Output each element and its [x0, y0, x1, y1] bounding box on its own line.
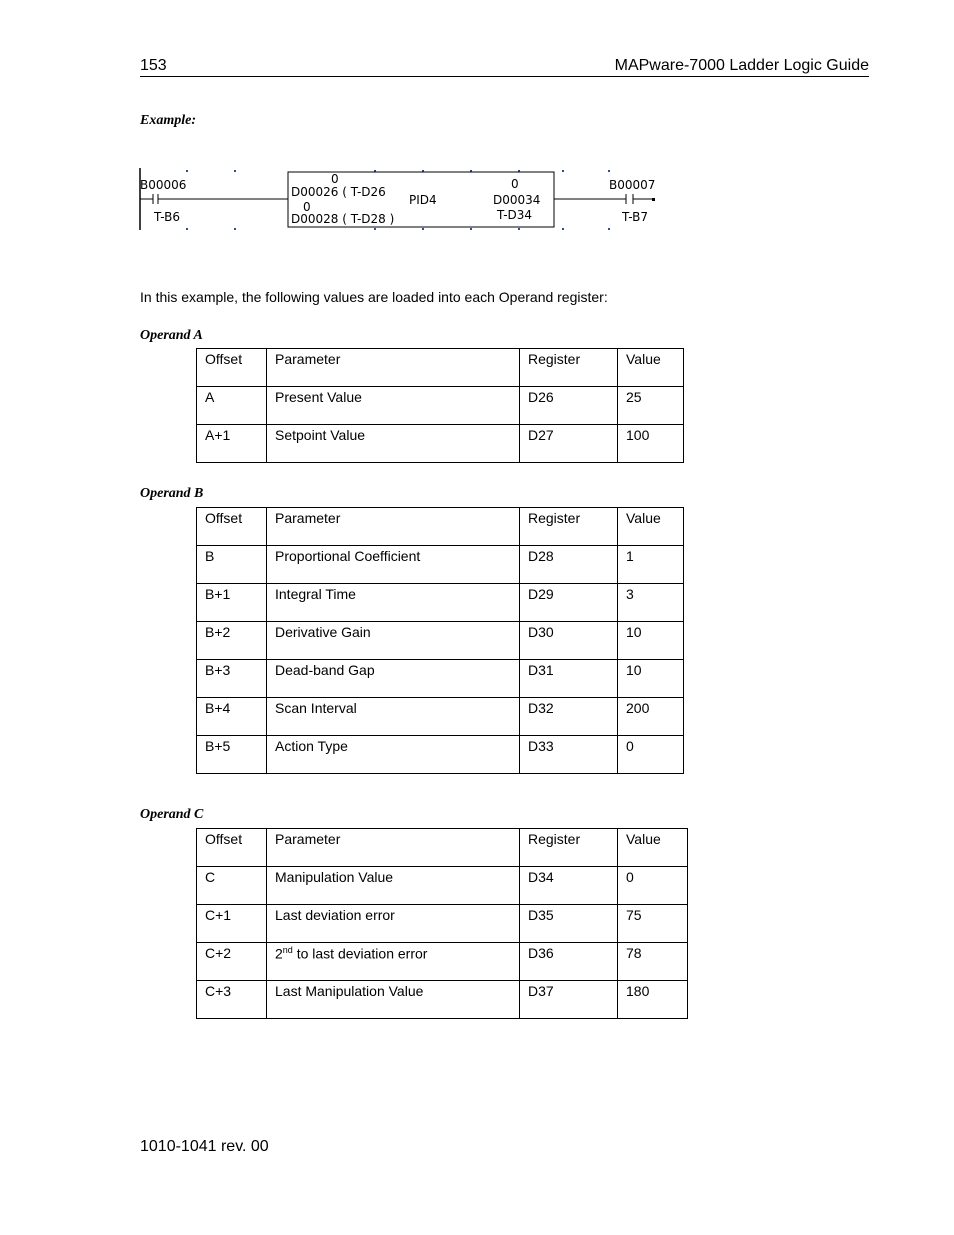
offset-cell: C+3 — [197, 981, 267, 1019]
operand-c-table — [196, 828, 688, 1019]
intro-text: In this example, the following values are loaded into each Operand register: — [140, 289, 608, 305]
value-cell: 10 — [618, 622, 684, 660]
table-row — [197, 943, 688, 981]
value-cell: 3 — [618, 584, 684, 622]
offset-cell: C+1 — [197, 905, 267, 943]
parameter-cell: Last Manipulation Value — [267, 981, 520, 1019]
parameter-cell: Derivative Gain — [267, 622, 520, 660]
output-coil-address: B00007 — [609, 178, 656, 192]
operand-c-value: 0 — [511, 177, 519, 191]
ordinal-suffix: nd — [282, 945, 293, 955]
value-cell: 100 — [618, 425, 684, 463]
output-coil-tag: T-B7 — [622, 210, 648, 224]
parameter-text: to last deviation error — [292, 945, 428, 962]
header-cell: Value — [618, 829, 688, 867]
register-cell: D31 — [520, 660, 618, 698]
header-cell: Value — [618, 349, 684, 387]
table-row — [197, 425, 684, 463]
register-cell: D35 — [520, 905, 618, 943]
operand-c-label: Operand C — [140, 807, 204, 822]
header-cell: Offset — [197, 508, 267, 546]
operand-c-tag: T-D34 — [497, 208, 533, 222]
register-cell: D32 — [520, 698, 618, 736]
offset-cell: A — [197, 387, 267, 425]
register-cell: D34 — [520, 867, 618, 905]
page-number: 153 — [140, 57, 167, 74]
header-cell: Register — [520, 508, 618, 546]
offset-cell: A+1 — [197, 425, 267, 463]
register-cell: D30 — [520, 622, 618, 660]
offset-cell: B+1 — [197, 584, 267, 622]
operand-b-value: 0 — [303, 200, 311, 214]
operand-a-label: Operand A — [140, 328, 203, 343]
table-row — [197, 584, 684, 622]
parameter-cell: Present Value — [267, 387, 520, 425]
register-cell: D36 — [520, 943, 618, 981]
parameter-cell: Dead-band Gap — [267, 660, 520, 698]
table-header-row — [197, 829, 688, 867]
offset-cell: B+5 — [197, 736, 267, 774]
table-row — [197, 736, 684, 774]
value-cell: 0 — [618, 736, 684, 774]
ordinal-number: 2 — [275, 945, 283, 962]
table-row — [197, 622, 684, 660]
operand-c-register: D00034 — [493, 193, 541, 207]
table-row — [197, 660, 684, 698]
register-cell: D33 — [520, 736, 618, 774]
offset-cell: C+2 — [197, 943, 267, 981]
offset-cell: B+3 — [197, 660, 267, 698]
register-cell: D26 — [520, 387, 618, 425]
table-row — [197, 546, 684, 584]
value-cell: 10 — [618, 660, 684, 698]
value-cell: 25 — [618, 387, 684, 425]
operand-b-table — [196, 507, 684, 774]
operand-a-table — [196, 348, 684, 463]
parameter-cell: Proportional Coefficient — [267, 546, 520, 584]
value-cell: 200 — [618, 698, 684, 736]
table-row — [197, 698, 684, 736]
input-contact-tag: T-B6 — [154, 210, 180, 224]
parameter-cell: Action Type — [267, 736, 520, 774]
value-cell: 75 — [618, 905, 688, 943]
header-cell: Offset — [197, 829, 267, 867]
register-cell: D28 — [520, 546, 618, 584]
parameter-cell: Scan Interval — [267, 698, 520, 736]
table-row — [197, 387, 684, 425]
value-cell: 180 — [618, 981, 688, 1019]
header-cell: Value — [618, 508, 684, 546]
input-contact-address: B00006 — [140, 178, 187, 192]
register-cell: D37 — [520, 981, 618, 1019]
parameter-cell: Integral Time — [267, 584, 520, 622]
parameter-cell — [267, 943, 520, 981]
footer-doc-number: 1010-1041 rev. 00 — [140, 1138, 269, 1155]
register-cell: D27 — [520, 425, 618, 463]
offset-cell: C — [197, 867, 267, 905]
table-header-row — [197, 349, 684, 387]
function-name: PID4 — [409, 193, 437, 207]
parameter-cell: Manipulation Value — [267, 867, 520, 905]
parameter-cell: Setpoint Value — [267, 425, 520, 463]
header-cell: Offset — [197, 349, 267, 387]
operand-b-register: D00028 ( T-D28 ) — [291, 212, 395, 226]
ladder-diagram — [138, 166, 660, 232]
value-cell: 78 — [618, 943, 688, 981]
operand-a-value: 0 — [331, 172, 339, 186]
table-header-row — [197, 508, 684, 546]
header-cell: Register — [520, 349, 618, 387]
offset-cell: B+2 — [197, 622, 267, 660]
operand-a-register: D00026 ( T-D26 — [291, 185, 386, 199]
document-title: MAPware-7000 Ladder Logic Guide — [614, 57, 869, 74]
register-cell: D29 — [520, 584, 618, 622]
parameter-cell: Last deviation error — [267, 905, 520, 943]
header-cell: Parameter — [267, 508, 520, 546]
operand-b-label: Operand B — [140, 486, 204, 501]
example-label: Example: — [140, 113, 196, 128]
value-cell: 0 — [618, 867, 688, 905]
header-cell: Parameter — [267, 349, 520, 387]
header-cell: Register — [520, 829, 618, 867]
value-cell: 1 — [618, 546, 684, 584]
table-row — [197, 981, 688, 1019]
table-row — [197, 905, 688, 943]
header-cell: Parameter — [267, 829, 520, 867]
offset-cell: B — [197, 546, 267, 584]
header-rule — [140, 76, 869, 77]
offset-cell: B+4 — [197, 698, 267, 736]
table-row — [197, 867, 688, 905]
